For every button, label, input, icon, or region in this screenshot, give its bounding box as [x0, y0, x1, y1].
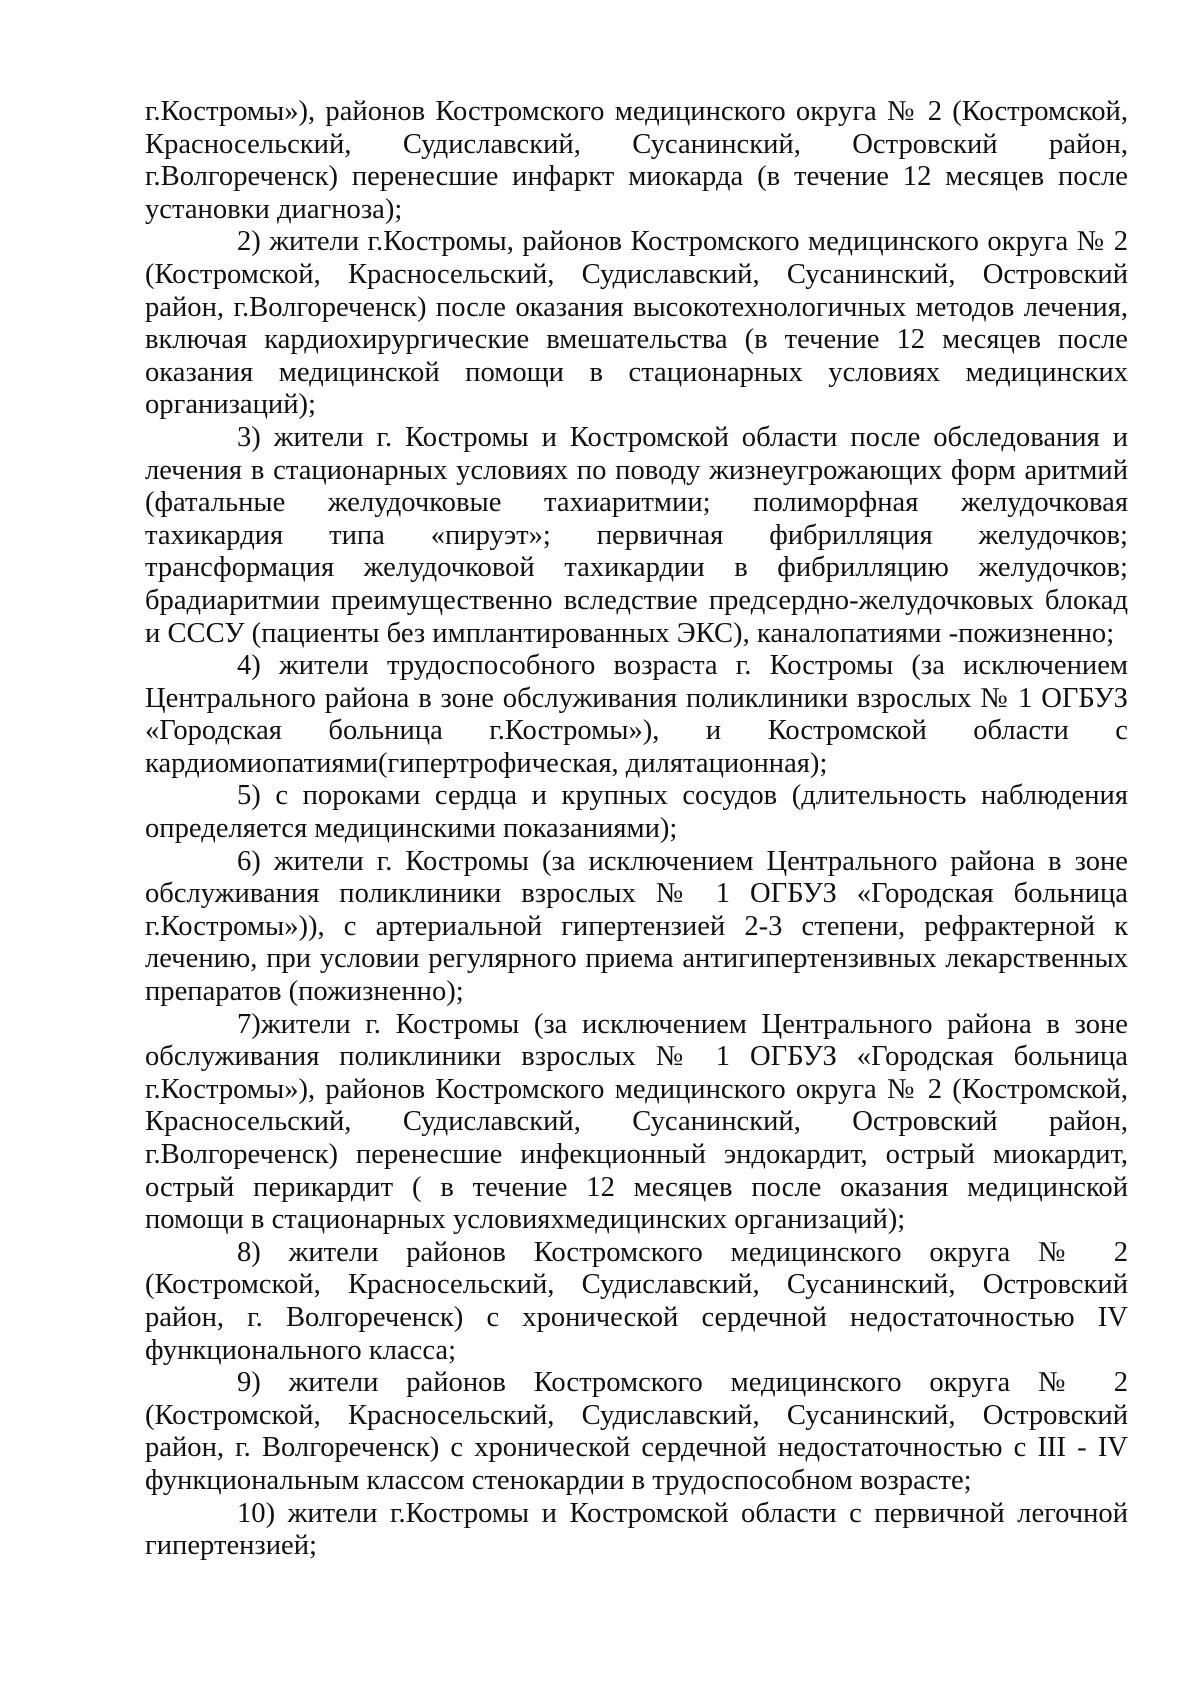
list-item-2: 2) жители г.Костромы, районов Костромского медицинского округа № 2 (Костромской, Красносельский, Судиславский, Сусанинский, Островский район, г.Волгореченск) после оказания высокотехнологичных методов лечения, включая кардиохирургические вмешательства (в течение 12 месяцев после оказания медицинской помощи в стационарных условиях медицинских организаций);: [145, 226, 1128, 421]
list-item-6: 6) жители г. Костромы (за исключением Центрального района в зоне обслуживания поликлиники взрослых № 1 ОГБУЗ «Городская больница г.Костромы»)), с артериальной гипертензией 2-3 степени, рефрактерной к лечению, при условии регулярного приема антигипертензивных лекарственных препаратов (пожизненно);: [145, 845, 1128, 1008]
document-page: [145, 96, 1128, 1563]
list-item-4: 4) жители трудоспособного возраста г. Костромы (за исключением Центрального района в зоне обслуживания поликлиники взрослых № 1 ОГБУЗ «Городская больница г.Костромы»), и Костромской области с кардиомиопатиями(гипертрофическая, дилятационная);: [145, 650, 1128, 779]
list-item-7: 7)жители г. Костромы (за исключением Центрального района в зоне обслуживания поликлиники взрослых № 1 ОГБУЗ «Городская больница г.Костромы»), районов Костромского медицинского округа № 2 (Костромской, Красносельский, Судиславский, Сусанинский, Островский район, г.Волгореченск) перенесшие инфекционный эндокардит, острый миокардит, острый перикардит ( в течение 12 месяцев после оказания медицинской помощи в стационарных условияхмедицинских организаций);: [145, 1008, 1128, 1236]
paragraph-continuation: г.Костромы»), районов Костромского медицинского округа № 2 (Костромской, Красносельский, Судиславский, Сусанинский, Островский район, г.Волгореченск) перенесшие инфаркт миокарда (в течение 12 месяцев после установки диагноза);: [145, 96, 1128, 225]
list-item-9: 9) жители районов Костромского медицинского округа № 2 (Костромской, Красносельский, Судиславский, Сусанинский, Островский район, г. Волгореченск) с хронической сердечной недостаточностью с III - IV функциональным классом стенокардии в трудоспособном возрасте;: [145, 1367, 1128, 1496]
list-item-10: 10) жители г.Костромы и Костромской области с первичной легочной гипертензией;: [145, 1497, 1128, 1562]
list-item-8: 8) жители районов Костромского медицинского округа № 2 (Костромской, Красносельский, Судиславский, Сусанинский, Островский район, г. Волгореченск) с хронической сердечной недостаточностью IV функционального класса;: [145, 1236, 1128, 1366]
list-item-3: 3) жители г. Костромы и Костромской области после обследования и лечения в стационарных условиях по поводу жизнеугрожающих форм аритмий (фатальные желудочковые тахиаритмии; полиморфная желудочковая тахикардия типа «пируэт»; первичная фибрилляция желудочков; трансформация желудочковой тахикардии в фибрилляцию желудочков; брадиаритмии преимущественно вследствие предсердно-желудочковых блокад и СССУ (пациенты без имплантированных ЭКС), каналопатиями -пожизненно;: [145, 421, 1128, 649]
list-item-5: 5) с пороками сердца и крупных сосудов (длительность наблюдения определяется медицинскими показаниями);: [145, 780, 1128, 845]
